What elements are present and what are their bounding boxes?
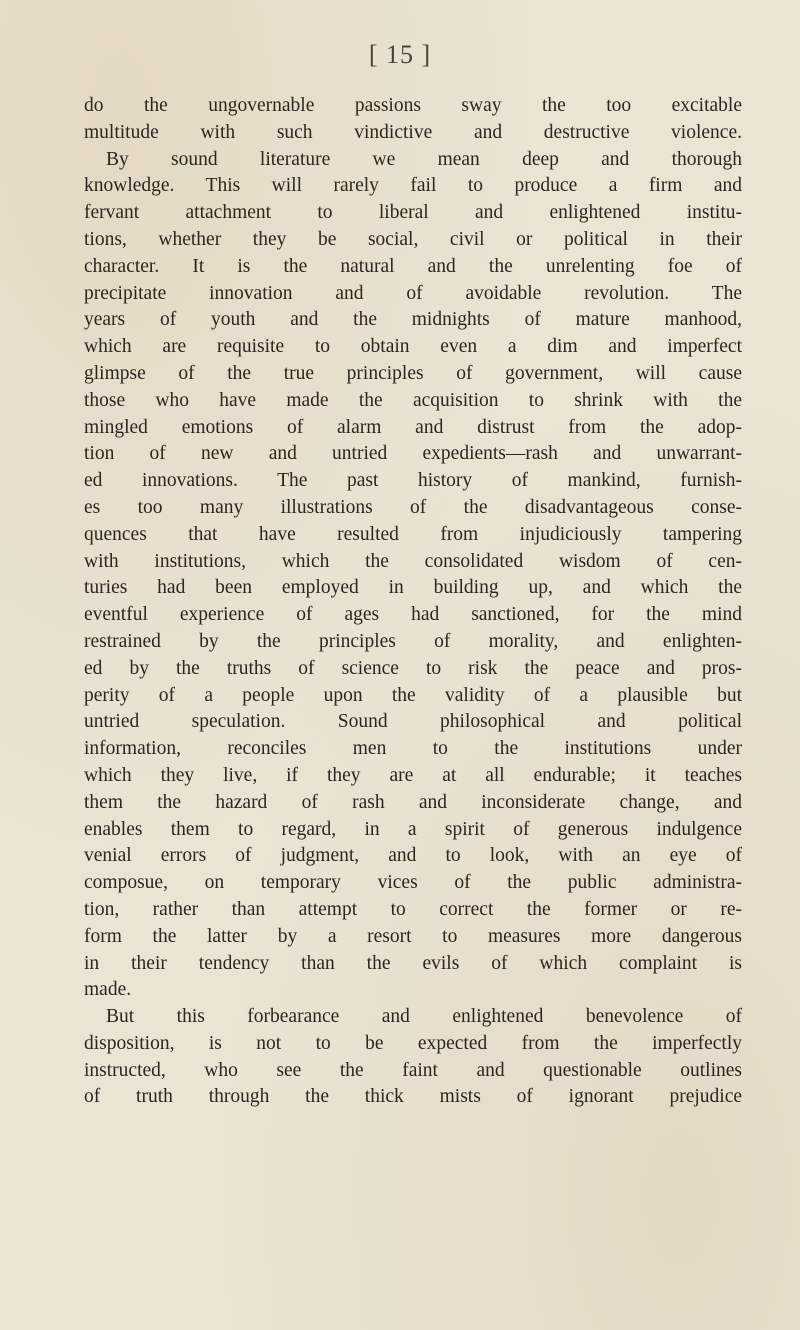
- text-line: untried speculation. Sound philosophical and political: [84, 711, 742, 733]
- text-line: turies had been employed in building up, and which the: [84, 577, 742, 599]
- text-line: venial errors of judgment, and to look, with an eye of: [84, 845, 742, 867]
- text-line: knowledge. This will rarely fail to produce a firm and: [84, 175, 742, 197]
- text-line: fervant attachment to liberal and enlightened institu-: [84, 202, 742, 224]
- text-line: character. It is the natural and the unrelenting foe of: [84, 255, 742, 277]
- text-line: enables them to regard, in a spirit of generous indulgence: [84, 818, 742, 840]
- page-number: [ 15 ]: [368, 40, 432, 69]
- text-line: es too many illustrations of the disadvantageous conse-: [84, 496, 742, 518]
- body-text: [84, 93, 742, 1111]
- text-line: years of youth and the midnights of mature manhood,: [84, 309, 742, 331]
- text-line: form the latter by a resort to measures more dangerous: [84, 925, 742, 947]
- text-line: with institutions, which the consolidated wisdom of cen-: [84, 550, 742, 572]
- text-line: which they live, if they are at all endurable; it teaches: [84, 764, 742, 786]
- text-line: ed innovations. The past history of mankind, furnish-: [84, 470, 742, 492]
- text-line: disposition, is not to be expected from the imperfectly: [84, 1032, 742, 1054]
- text-line: instructed, who see the faint and questionable outlines: [84, 1059, 742, 1081]
- text-line: which are requisite to obtain even a dim and imperfect: [84, 336, 742, 358]
- text-line: composue, on temporary vices of the public administra-: [84, 872, 742, 894]
- text-line: multitude with such vindictive and destructive violence.: [84, 121, 742, 143]
- text-line: those who have made the acquisition to shrink with the: [84, 389, 742, 411]
- text-line: perity of a people upon the validity of a plausible but: [84, 684, 742, 706]
- text-line: precipitate innovation and of avoidable revolution. The: [84, 282, 742, 304]
- text-line: glimpse of the true principles of government, will cause: [84, 362, 742, 384]
- text-line: By sound literature we mean deep and thorough: [106, 148, 742, 170]
- text-line: eventful experience of ages had sanctioned, for the mind: [84, 604, 742, 626]
- text-line: restrained by the principles of morality, and enlighten-: [84, 630, 742, 652]
- text-line: But this forbearance and enlightened benevolence of: [106, 1006, 742, 1028]
- text-line: in their tendency than the evils of which complaint is: [84, 952, 742, 974]
- text-line: mingled emotions of alarm and distrust from the adop-: [84, 416, 742, 438]
- text-line: tion of new and untried expedients—rash and unwarrant-: [84, 443, 742, 465]
- text-line: made.: [84, 979, 132, 1001]
- text-line: do the ungovernable passions sway the too excitable: [84, 95, 742, 116]
- text-line: quences that have resulted from injudiciously tampering: [84, 523, 742, 545]
- text-line: tion, rather than attempt to correct the former or re-: [84, 898, 742, 920]
- text-line: them the hazard of rash and inconsiderate change, and: [84, 791, 742, 813]
- text-line: tions, whether they be social, civil or political in their: [84, 228, 742, 250]
- text-line: of truth through the thick mists of ignorant prejudice: [84, 1086, 742, 1108]
- text-line: information, reconciles men to the institutions under: [84, 738, 742, 760]
- text-line: ed by the truths of science to risk the peace and pros-: [84, 657, 742, 679]
